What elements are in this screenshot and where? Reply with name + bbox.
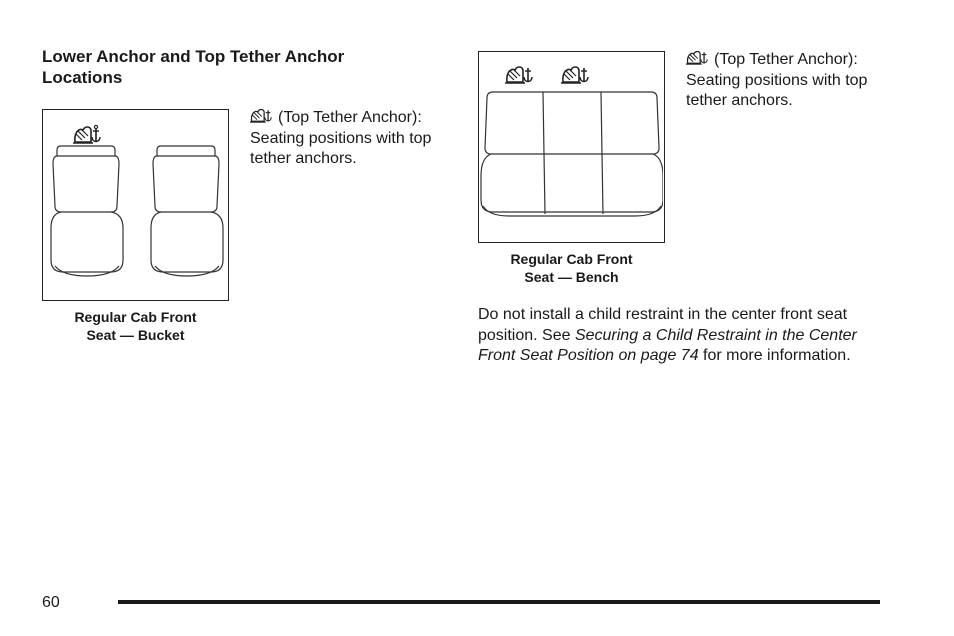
top-tether-anchor-icon bbox=[505, 67, 532, 83]
tether-description-text: (Top Tether Anchor): Seating positions with top tether anchors. bbox=[250, 109, 432, 167]
caption-line: Regular Cab Front bbox=[510, 251, 633, 267]
bench-seat-figure bbox=[478, 51, 665, 243]
top-tether-anchor-icon bbox=[686, 49, 708, 65]
top-tether-anchor-icon bbox=[561, 67, 588, 83]
footer-divider bbox=[118, 600, 880, 604]
tether-description-text: (Top Tether Anchor): Seating positions with top tether anchors. bbox=[686, 51, 868, 109]
paragraph-text: Do not install a child restraint in the center front seat position. See bbox=[478, 306, 848, 344]
top-tether-anchor-icon bbox=[73, 125, 100, 143]
right-bucket-seat bbox=[151, 146, 223, 276]
center-seat-warning-paragraph bbox=[478, 305, 898, 367]
bench-seat-caption bbox=[478, 250, 665, 286]
section-heading: Lower Anchor and Top Tether Anchor Locations bbox=[42, 47, 345, 87]
caption-line: Regular Cab Front bbox=[74, 309, 197, 325]
bucket-seat-caption bbox=[42, 308, 229, 344]
page-number: 60 bbox=[42, 594, 60, 611]
tether-description bbox=[250, 107, 460, 170]
caption-line: Seat — Bucket bbox=[86, 327, 185, 343]
paragraph-text: for more information. bbox=[698, 347, 851, 364]
bench-seat bbox=[481, 92, 663, 216]
left-bucket-seat bbox=[51, 146, 123, 276]
page-reference-link: Securing a Child Restraint in the Center Front Seat Position on page 74 bbox=[478, 326, 857, 364]
top-tether-anchor-icon bbox=[250, 107, 272, 123]
tether-description bbox=[686, 49, 896, 112]
caption-line: Seat — Bench bbox=[524, 269, 619, 285]
bucket-seat-figure bbox=[42, 109, 229, 301]
